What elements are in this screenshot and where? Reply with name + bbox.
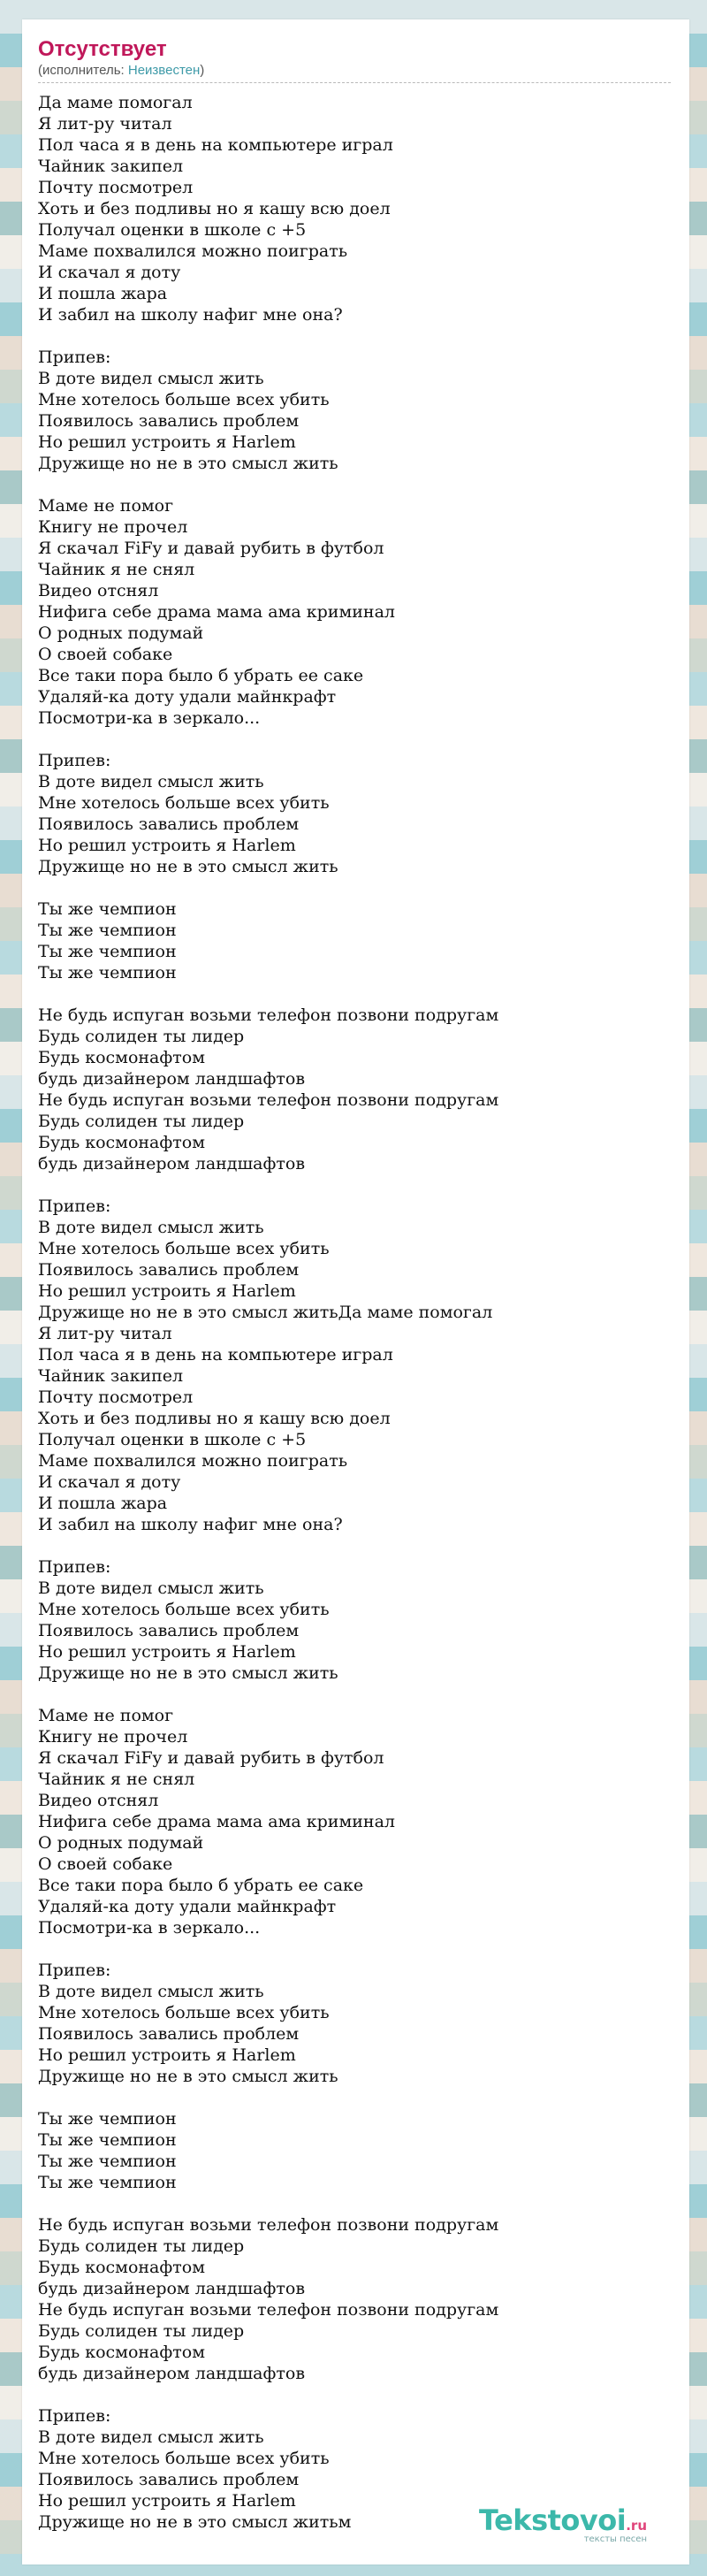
lyrics-text: Да маме помогал Я лит-ру читал Пол часа я в день на компьютере играл Чайник закипел Почту посмотрел Хоть и без подливы но я кашу всю доел Получал оценки в школе с +5 Маме похвалился можно поиграть И скачал я доту И пошла жара И забил на школу нафиг мне она? Припев: В доте видел смысл жить Мне хотелось больше всех убить Появилось завались проблем Но решил устроить я Harlem Дружище но не в это смысл жить Маме не помог Книгу не прочел Я скачал FiFy и давай рубить в футбол Чайник я не снял Видео отснял Нифига себе драма мама ама криминал О родных подумай О своей собаке Все таки пора было б убрать ее саке Удаляй-ка доту удали майнкрафт Посмотри-ка в зеркало... Припев: В доте видел смысл жить Мне хотелось больше всех убить Появилось завались проблем Но решил устроить я Harlem Дружище но не в это смысл жить Ты же чемпион Ты же чемпион Ты же чемпион Ты же чемпион Не будь испуган возьми телефон позвони подругам Будь солиден ты лидер Будь космонафтом будь дизайнером ландшафтов Не будь испуган возьми телефон позвони подругам Будь солиден ты лидер Будь космонафтом будь дизайнером ландшафтов Припев: В доте видел смысл жить Мне хотелось больше всех убить Появилось завались проблем Но решил устроить я Harlem Дружище но не в это смысл житьДа маме помогал Я лит-ру читал Пол часа я в день на компьютере играл Чайник закипел Почту посмотрел Хоть и без подливы но я кашу всю доел Получал оценки в школе с +5 Маме похвалился можно поиграть И скачал я доту И пошла жара И забил на школу нафиг мне она? Припев: В доте видел смысл жить Мне хотелось больше всех убить Появилось завались проблем Но решил устроить я Harlem Дружище но не в это смысл жить Маме не помог Книгу не прочел Я скачал FiFy и давай рубить в футбол Чайник я не снял Видео отснял Нифига себе драма мама ама криминал О родных подумай О своей собаке Все таки пора было б убрать ее саке Удаляй-ка доту удали майнкрафт Посмотри-ка в зеркало... Припев: В доте видел смысл жить Мне хотелось больше всех убить Появилось завались проблем Но решил устроить я Harlem Дружище но не в это смысл жить Ты же чемпион Ты же чемпион Ты же чемпион Ты же чемпион Не будь испуган возьми телефон позвони подругам Будь солиден ты лидер Будь космонафтом будь дизайнером ландшафтов Не будь испуган возьми телефон позвони подругам Будь солиден ты лидер Будь космонафтом будь дизайнером ландшафтов Припев: В доте видел смысл жить Мне хотелось больше всех убить Появилось завались проблем Но решил устроить я Harlem Дружище но не в это смысл житьм [38, 93, 499, 2532]
artist-line [38, 62, 671, 83]
artist-link[interactable]: Неизвестен [127, 63, 201, 78]
lyrics-card [22, 19, 689, 2565]
logo-tagline: тексты песен [583, 2534, 647, 2544]
song-title: Отсутствует [38, 37, 167, 61]
logo-wordmark [479, 2503, 647, 2537]
logo-tld: .ru [626, 2518, 647, 2534]
artist-suffix: ) [200, 63, 205, 78]
artist-prefix: (исполнитель: [38, 63, 128, 78]
logo-name: Tekstovoi [479, 2503, 627, 2537]
site-logo[interactable] [479, 2503, 647, 2545]
